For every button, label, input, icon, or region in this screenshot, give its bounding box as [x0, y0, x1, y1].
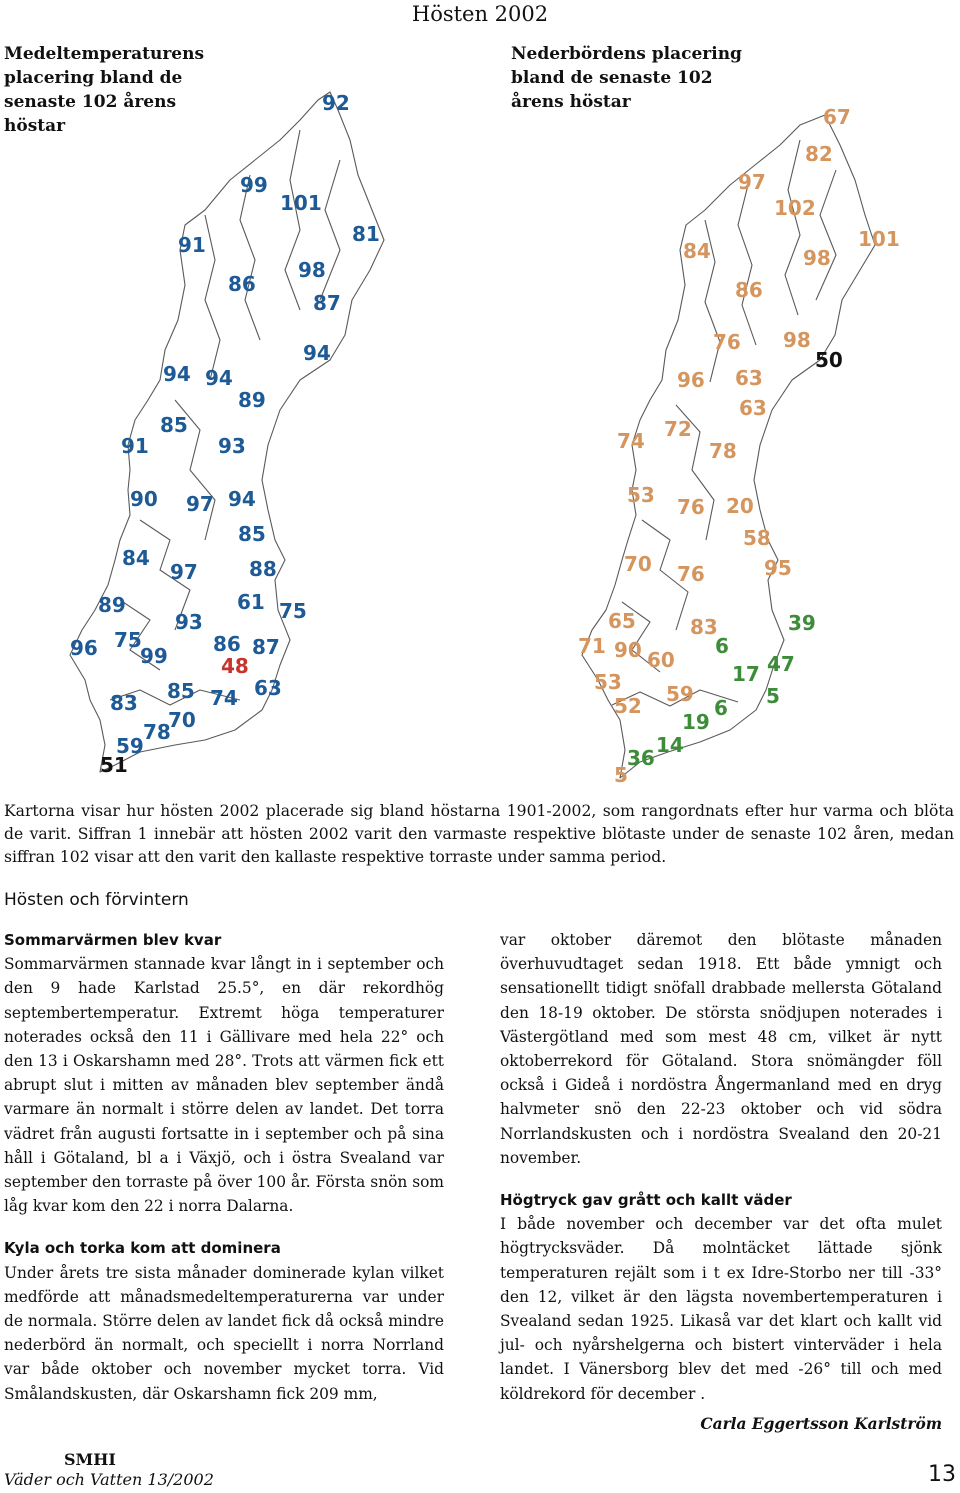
map-value: 86	[735, 278, 763, 302]
map-value: 99	[240, 173, 268, 197]
footer-org: SMHI	[64, 1450, 116, 1469]
map-value: 53	[594, 670, 622, 694]
map-value: 89	[98, 593, 126, 617]
map-value: 78	[143, 720, 171, 744]
map-value: 102	[774, 196, 816, 220]
map-value: 83	[110, 691, 138, 715]
left-column	[4, 928, 444, 1406]
map-value: 59	[666, 682, 694, 706]
map-value: 39	[788, 611, 816, 635]
map-value: 96	[677, 368, 705, 392]
map-value: 58	[743, 526, 771, 550]
map-value: 47	[767, 652, 795, 676]
paragraph: Sommarvärmen stannade kvar långt in i september och den 9 hade Karlstad 25.5°, en där rekordhög septembertemperatur. Extremt höga temperaturer noterades också den 11 i Gällivare med hela 22° och den 13 i Oskarshamn med 28°. Trots att värmen fick ett abrupt slut i mitten av månaden blev september ändå varmare än normalt i större delen av landet. Det torra vädret från augusti fortsatte in i september och på sina håll i Götaland, bl a i Växjö, och i östra Svealand var september den torraste på över 100 år. Första snön som låg kvar kom den 22 i norra Dalarna.	[4, 955, 444, 1216]
map-value: 84	[122, 546, 150, 570]
map-value: 76	[713, 330, 741, 354]
map-value: 53	[627, 483, 655, 507]
map-value: 65	[608, 609, 636, 633]
map-value: 85	[167, 679, 195, 703]
map-value: 70	[624, 552, 652, 576]
map-value: 74	[210, 686, 238, 710]
map-value: 36	[627, 746, 655, 770]
map-value: 85	[160, 413, 188, 437]
map-value: 59	[116, 734, 144, 758]
map-value: 78	[709, 439, 737, 463]
map-value: 71	[578, 634, 606, 658]
map-caption: Kartorna visar hur hösten 2002 placerade sig bland höstarna 1901-2002, som rangordnats efter hur varma och blöta de varit. Siffran 1 innebär att hösten 2002 varit den varmaste respektive blötaste under de senaste 102 åren, medan siffran 102 visar att den varit den kallaste respektive torraste under samma period.	[4, 802, 954, 866]
map-value: 60	[647, 648, 675, 672]
map-value: 75	[279, 599, 307, 623]
map-value: 20	[726, 494, 754, 518]
title-line: Nederbördens placering	[511, 44, 742, 64]
map-value: 86	[213, 632, 241, 656]
paragraph: I både november och december var det ofta mulet högtrycksväder. Då molntäcket lättade sjönk temperaturen rejält som i t ex Idre-Storbo ner till -33° den 12, vilket är den lägsta novembertemperaturen i Svealand sedan 1925. Likaså var det klart och kallt vid jul- och nyårshelgerna och bistert vinterväder i hela landet. I Vänersborg blev det med -26° till och med köldrekord för december .	[500, 1215, 942, 1403]
title-line: placering bland de	[4, 68, 183, 88]
map-value: 85	[238, 522, 266, 546]
map-value: 87	[252, 635, 280, 659]
right-column	[500, 928, 942, 1436]
map-value: 63	[735, 366, 763, 390]
map-value: 14	[656, 733, 684, 757]
map-value: 50	[815, 348, 843, 372]
title-line: höstar	[4, 116, 66, 136]
paragraph: Under årets tre sista månader dominerade kylan vilket medförde att månadsmedeltemperaturerna var under de normala. Större delen av landet fick då också mindre nederbörd än normalt, och speciellt i norra Norrland var både oktober och november mycket torra. Vid Smålandskusten, där Oskarshamn fick 209 mm,	[4, 1263, 444, 1403]
footer-publication: Väder och Vatten 13/2002	[4, 1470, 214, 1489]
title-line: bland de senaste 102	[511, 68, 713, 88]
map-value: 52	[614, 694, 642, 718]
map-value: 96	[70, 636, 98, 660]
map-value: 101	[280, 191, 322, 215]
map-value: 88	[249, 557, 277, 581]
title-line: Medeltemperaturens	[4, 44, 205, 64]
page-number: 13	[928, 1462, 956, 1487]
map-value: 90	[614, 638, 642, 662]
title-line: årens höstar	[511, 92, 631, 112]
map-value: 63	[739, 396, 767, 420]
map-value: 91	[178, 233, 206, 257]
title-line: senaste 102 årens	[4, 92, 177, 112]
map-value: 67	[823, 105, 851, 129]
map-value: 95	[764, 556, 792, 580]
map-value: 98	[803, 246, 831, 270]
map-value: 97	[186, 492, 214, 516]
map-value: 94	[205, 366, 233, 390]
subheading: Kyla och torka kom att dominera	[4, 1239, 281, 1258]
map-value: 76	[677, 495, 705, 519]
subheading: Högtryck gav grått och kallt väder	[500, 1191, 792, 1210]
section-title: Hösten och förvintern	[4, 890, 189, 910]
map-value: 75	[114, 628, 142, 652]
map-value: 94	[303, 341, 331, 365]
map-value: 94	[228, 487, 256, 511]
map-value: 92	[322, 91, 350, 115]
paragraph: var oktober däremot den blötaste månaden överhuvudtaget sedan 1918. Ett både ymnigt och sensationellt tidigt snöfall drabbade mellersta Götaland den 18-19 oktober. De största snödjupen noterades i Västergötland med som mest 48 cm, vilket är nytt oktoberrekord för Götaland. Stora snömängder föll också i Gideå i nordöstra Ångermanland med en dryg halvmeter snö den 22-23 oktober och vid södra Norrlandskusten och i nordöstra Svealand den 20-21 november.	[500, 931, 942, 1167]
map-value: 76	[677, 562, 705, 586]
map-value: 98	[298, 258, 326, 282]
map-value: 74	[617, 429, 645, 453]
subheading: Sommarvärmen blev kvar	[4, 931, 222, 949]
map-value: 87	[313, 291, 341, 315]
map-value: 83	[690, 615, 718, 639]
map-value: 17	[732, 662, 760, 686]
map-value: 6	[714, 696, 728, 720]
map-value: 93	[218, 434, 246, 458]
map-value: 101	[858, 227, 900, 251]
map-value: 94	[163, 362, 191, 386]
map-value: 19	[682, 710, 710, 734]
map-value: 48	[221, 654, 249, 678]
map-value: 5	[766, 684, 780, 708]
map-value: 99	[140, 644, 168, 668]
map-value: 82	[805, 142, 833, 166]
map-value: 89	[238, 388, 266, 412]
map-value: 98	[783, 328, 811, 352]
map-value: 61	[237, 590, 265, 614]
map-value: 70	[168, 708, 196, 732]
page-header: Hösten 2002	[411, 2, 549, 26]
map-value: 63	[254, 676, 282, 700]
map-value: 90	[130, 487, 158, 511]
map-value: 97	[738, 170, 766, 194]
map-value: 81	[352, 222, 380, 246]
precipitation-map-outline	[480, 0, 960, 790]
map-value: 72	[664, 417, 692, 441]
author-signature: Carla Eggertsson Karlström	[700, 1414, 942, 1433]
map-value: 51	[100, 753, 128, 777]
map-value: 5	[614, 763, 628, 787]
map-value: 97	[170, 560, 198, 584]
map-value: 84	[683, 239, 711, 263]
map-value: 91	[121, 434, 149, 458]
map-value: 6	[715, 634, 729, 658]
map-value: 86	[228, 272, 256, 296]
map-value: 93	[175, 610, 203, 634]
